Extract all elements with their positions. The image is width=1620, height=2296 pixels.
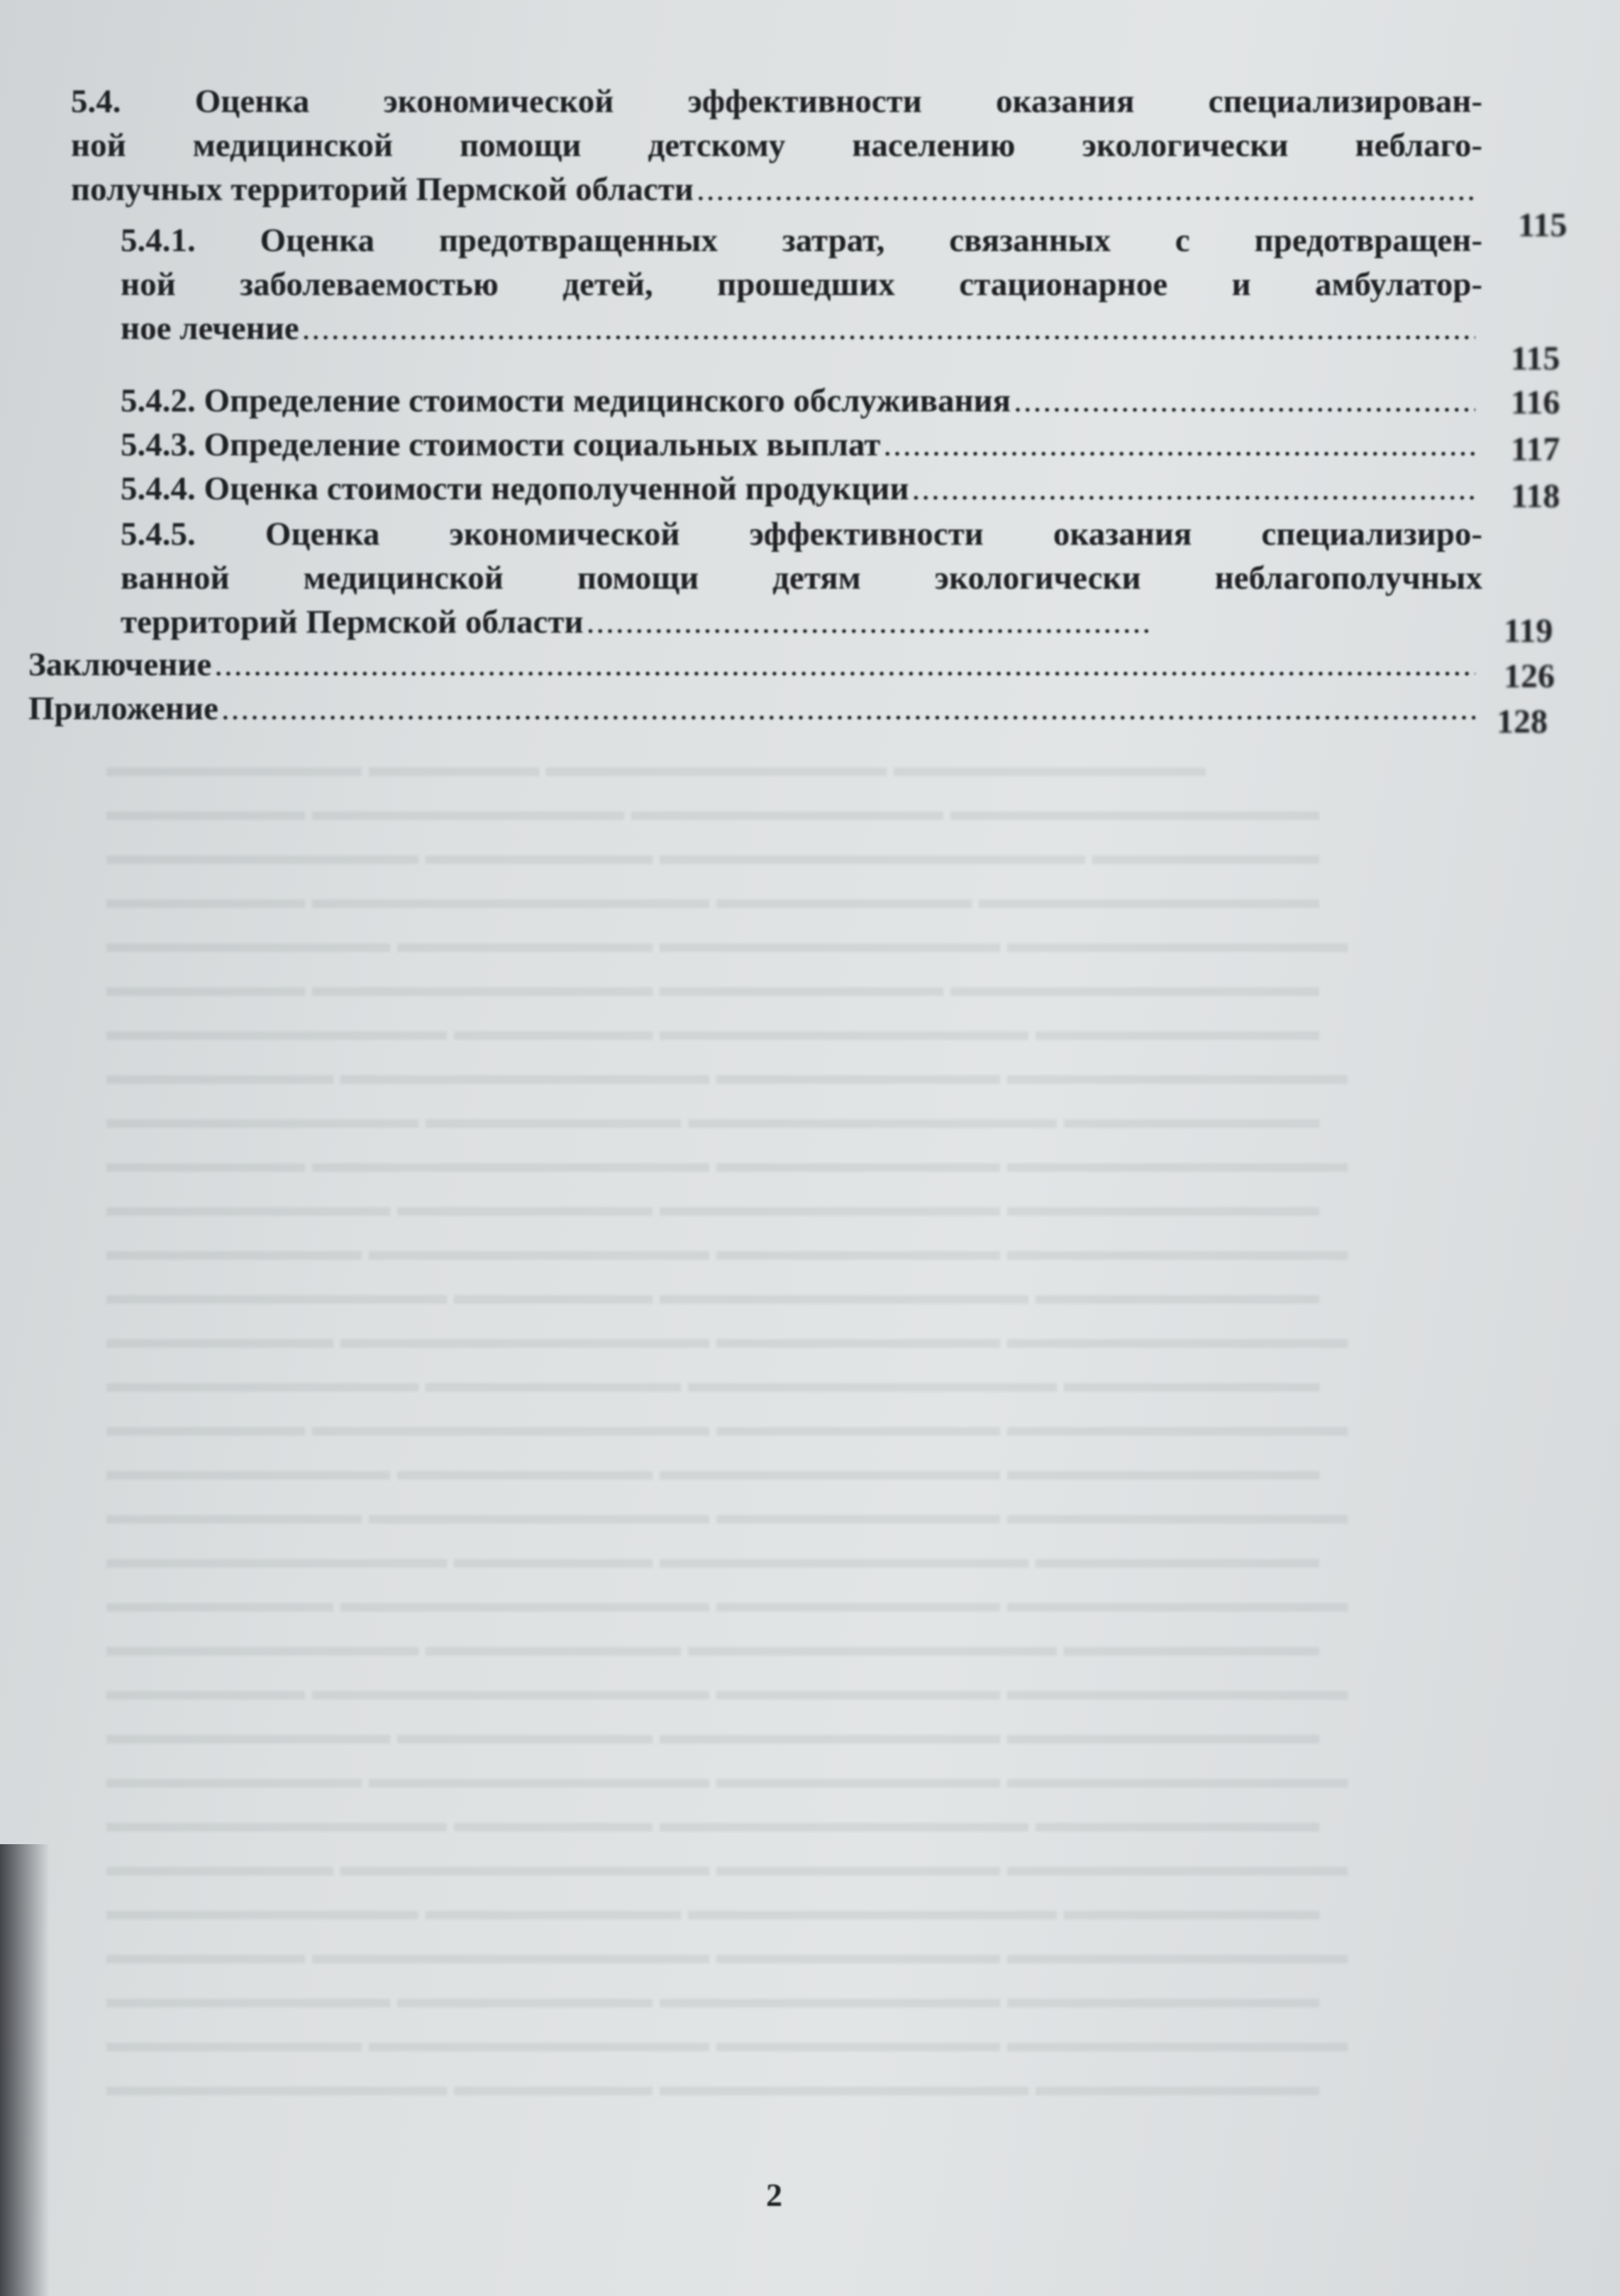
toc-entry-line: 5.4.3. Определение стоимости социальных выплат: [121, 426, 881, 463]
toc-entry-5-4-3: [121, 423, 1482, 467]
dot-leader: [883, 423, 1475, 467]
toc-page-number: 119: [1504, 612, 1553, 650]
dot-leader: [302, 306, 1475, 350]
dot-leader: [1014, 379, 1475, 423]
toc-page-number: 116: [1511, 384, 1560, 421]
toc-entry-line: 5.4. Оценка экономической эффективности оказания специализирован-: [71, 83, 1482, 120]
toc-entry-line: ное лечение: [121, 310, 299, 347]
toc-entry-line: 5.4.4. Оценка стоимости недополученной продукции: [121, 470, 909, 507]
toc-entry-5-4: [71, 79, 1482, 211]
toc-entry-line: ной заболеваемостью детей, прошедших стационарное и амбулатор-: [121, 266, 1482, 303]
toc-page-number: 128: [1497, 703, 1548, 741]
dot-leader: [697, 167, 1475, 211]
toc-page-number: 118: [1511, 477, 1560, 515]
toc-entry-appendix: [28, 687, 1482, 731]
toc-entry-conclusion: [28, 643, 1482, 687]
toc-entry-line: Заключение: [28, 646, 212, 683]
page-footer-number: 2: [766, 2177, 782, 2213]
show-through-text: ▬▬▬▬▬▬▬▬▬ ▬▬▬▬▬▬ ▬▬▬▬▬▬▬▬▬▬▬▬ ▬▬▬▬▬▬▬▬▬▬▬ ▬▬▬▬▬▬▬ ▬▬▬▬▬▬▬▬▬▬▬ ▬▬▬▬▬▬▬▬▬▬▬ ▬▬▬▬▬▬▬▬▬▬▬▬▬ ▬▬▬▬▬▬▬▬▬▬▬ ▬▬▬▬▬▬▬▬ ▬▬▬▬▬▬▬▬▬▬▬▬▬▬▬ ▬▬▬▬▬▬▬▬ ▬▬▬▬▬▬▬ ▬▬▬▬▬▬▬▬▬▬▬▬▬▬ ▬▬▬▬▬▬▬▬▬ ▬▬▬▬▬▬▬▬▬▬▬▬ ▬▬▬▬▬▬▬▬▬▬ ▬▬▬▬▬▬▬▬▬ ▬▬▬▬▬▬▬▬▬▬▬▬ ▬▬▬▬▬▬▬▬▬▬▬▬ ▬▬▬▬▬▬▬ ▬▬▬▬▬▬▬▬▬▬▬▬ ▬▬▬▬▬▬▬▬▬▬ ▬▬▬▬▬▬▬▬▬▬▬▬▬ ▬▬▬▬▬▬▬▬▬▬▬▬ ▬▬▬▬▬▬▬ ▬▬▬▬▬▬▬▬▬▬▬▬▬ ▬▬▬▬▬▬▬▬▬▬ ▬▬▬▬▬▬▬▬ ▬▬▬▬▬▬▬▬▬▬▬▬▬ ▬▬▬▬▬▬▬▬▬▬ ▬▬▬▬▬▬▬▬▬▬▬▬ ▬▬▬▬▬▬▬▬▬▬▬ ▬▬▬▬▬▬▬▬▬ ▬▬▬▬▬▬▬▬▬▬▬▬▬ ▬▬▬▬▬▬▬▬▬ ▬▬▬▬▬▬▬ ▬▬▬▬▬▬▬▬▬▬▬▬▬▬ ▬▬▬▬▬▬▬▬▬▬ ▬▬▬▬▬▬▬▬▬▬▬▬ ▬▬▬▬▬▬▬▬▬▬ ▬▬▬▬▬▬▬▬▬ ▬▬▬▬▬▬▬▬▬▬▬▬ ▬▬▬▬▬▬▬▬▬▬▬ ▬▬▬▬▬▬▬▬▬ ▬▬▬▬▬▬▬▬▬▬▬▬ ▬▬▬▬▬▬▬▬▬▬ ▬▬▬▬▬▬▬▬▬▬▬▬ ▬▬▬▬▬▬▬▬▬▬▬▬ ▬▬▬▬▬▬▬ ▬▬▬▬▬▬▬▬▬▬▬▬▬ ▬▬▬▬▬▬▬▬▬▬ ▬▬▬▬▬▬▬▬ ▬▬▬▬▬▬▬▬▬▬▬▬▬ ▬▬▬▬▬▬▬▬▬▬ ▬▬▬▬▬▬▬▬▬▬▬▬ ▬▬▬▬▬▬▬▬▬▬▬ ▬▬▬▬▬▬▬▬▬ ▬▬▬▬▬▬▬▬▬▬▬▬▬ ▬▬▬▬▬▬▬▬▬ ▬▬▬▬▬▬▬ ▬▬▬▬▬▬▬▬▬▬▬▬▬▬ ▬▬▬▬▬▬▬▬▬▬ ▬▬▬▬▬▬▬▬▬▬▬▬ ▬▬▬▬▬▬▬▬▬▬ ▬▬▬▬▬▬▬▬▬ ▬▬▬▬▬▬▬▬▬▬▬▬ ▬▬▬▬▬▬▬▬▬▬▬ ▬▬▬▬▬▬▬▬▬ ▬▬▬▬▬▬▬▬▬▬▬▬ ▬▬▬▬▬▬▬▬▬▬ ▬▬▬▬▬▬▬▬▬▬▬▬ ▬▬▬▬▬▬▬▬▬▬▬▬ ▬▬▬▬▬▬▬ ▬▬▬▬▬▬▬▬▬▬▬▬▬ ▬▬▬▬▬▬▬▬▬▬ ▬▬▬▬▬▬▬▬ ▬▬▬▬▬▬▬▬▬▬▬▬▬ ▬▬▬▬▬▬▬▬▬▬ ▬▬▬▬▬▬▬▬▬▬▬▬ ▬▬▬▬▬▬▬▬▬▬▬ ▬▬▬▬▬▬▬▬▬ ▬▬▬▬▬▬▬▬▬▬▬▬▬ ▬▬▬▬▬▬▬▬▬ ▬▬▬▬▬▬▬ ▬▬▬▬▬▬▬▬▬▬▬▬▬▬ ▬▬▬▬▬▬▬▬▬▬ ▬▬▬▬▬▬▬▬▬▬▬▬ ▬▬▬▬▬▬▬▬▬▬ ▬▬▬▬▬▬▬▬▬ ▬▬▬▬▬▬▬▬▬▬▬▬ ▬▬▬▬▬▬▬▬▬▬▬ ▬▬▬▬▬▬▬▬▬ ▬▬▬▬▬▬▬▬▬▬▬▬ ▬▬▬▬▬▬▬▬▬▬ ▬▬▬▬▬▬▬▬▬▬▬▬ ▬▬▬▬▬▬▬▬▬▬▬▬ ▬▬▬▬▬▬▬ ▬▬▬▬▬▬▬▬▬▬▬▬▬ ▬▬▬▬▬▬▬▬▬▬ ▬▬▬▬▬▬▬▬ ▬▬▬▬▬▬▬▬▬▬▬▬▬ ▬▬▬▬▬▬▬▬▬▬ ▬▬▬▬▬▬▬▬▬▬▬▬ ▬▬▬▬▬▬▬▬▬▬▬ ▬▬▬▬▬▬▬▬▬ ▬▬▬▬▬▬▬▬▬▬▬▬▬ ▬▬▬▬▬▬▬▬▬ ▬▬▬▬▬▬▬ ▬▬▬▬▬▬▬▬▬▬▬▬▬▬ ▬▬▬▬▬▬▬▬▬▬ ▬▬▬▬▬▬▬▬▬▬▬▬ ▬▬▬▬▬▬▬▬▬▬ ▬▬▬▬▬▬▬▬▬ ▬▬▬▬▬▬▬▬▬▬▬▬ ▬▬▬▬▬▬▬▬▬▬▬ ▬▬▬▬▬▬▬▬▬ ▬▬▬▬▬▬▬▬▬▬▬▬ ▬▬▬▬▬▬▬▬▬▬ ▬▬▬▬▬▬▬▬▬▬▬▬ ▬▬▬▬▬▬▬▬▬▬▬▬ ▬▬▬▬▬▬▬ ▬▬▬▬▬▬▬▬▬▬▬▬▬ ▬▬▬▬▬▬▬▬▬▬: [106, 750, 1348, 2102]
dot-leader: [912, 467, 1475, 511]
toc-entry-line: Приложение: [28, 690, 218, 727]
toc-entry-line: ной медицинской помощи детскому населению экологически неблаго-: [71, 127, 1482, 164]
toc-entry-5-4-5: [121, 512, 1482, 644]
toc-entry-line: ванной медицинской помощи детям экологически неблагополучных: [121, 560, 1482, 597]
toc-entry-line: 5.4.2. Определение стоимости медицинского обслуживания: [121, 382, 1011, 419]
toc-page-number: 117: [1511, 431, 1560, 468]
toc-page-number: 115: [1518, 206, 1568, 244]
toc-entry-line: 5.4.1. Оценка предотвращенных затрат, связанных с предотвращен-: [121, 222, 1482, 259]
dot-leader: [221, 687, 1475, 731]
dot-leader: [587, 600, 1149, 644]
toc-entry-5-4-1: [121, 218, 1482, 350]
toc-entry-line: территорий Пермской области: [121, 604, 584, 640]
dot-leader: [214, 643, 1475, 687]
toc-page-number: 126: [1504, 658, 1555, 695]
toc-page-number: 115: [1511, 340, 1560, 377]
toc-entry-5-4-2: [121, 379, 1482, 423]
toc-entry-5-4-4: [121, 467, 1482, 511]
toc-entry-line: получных территорий Пермской области: [71, 171, 694, 208]
binding-shadow: [0, 1844, 50, 2296]
toc-entry-line: 5.4.5. Оценка экономической эффективности оказания специализиро-: [121, 516, 1482, 553]
